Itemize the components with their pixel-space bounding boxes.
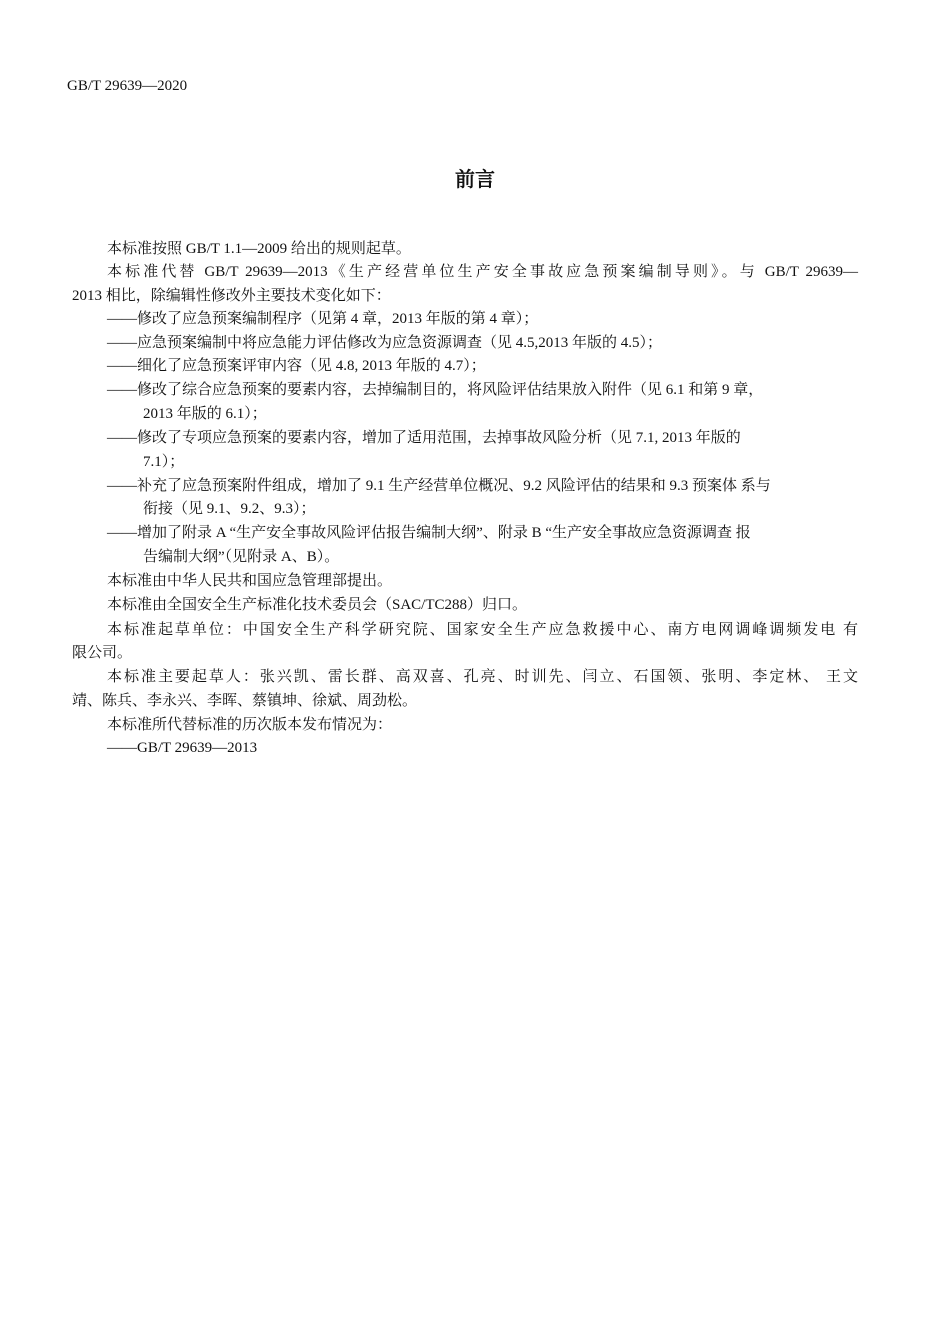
list-item-continuation: 2013 年版的 6.1）； (143, 406, 267, 422)
paragraph-line: 本标准主要起草人：张兴凯、雷长群、高双喜、孔亮、时训先、闫立、石国领、张明、李定林、 王文 (107, 669, 858, 685)
list-item-continuation: 7.1）； (143, 454, 185, 470)
paragraph-line: 本标准由中华人民共和国应急管理部提出。 (107, 573, 393, 589)
paragraph-line: 本标准起草单位：中国安全生产科学研究院、国家安全生产应急救援中心、南方电网调峰调频发电 有 (107, 622, 858, 638)
list-item-continuation: 告编制大纲”（见附录 A、B）。 (143, 549, 340, 565)
list-item: ——增加了附录 A “生产安全事故风险评估报告编制大纲”、附录 B “生产安全事故应急资源调查 报 (107, 525, 751, 541)
page-title: 前言 (455, 167, 495, 191)
paragraph-line: 本标准代替 GB/T 29639—2013《生产经营单位生产安全事故应急预案编制导则》。与 GB/T 29639— (107, 264, 858, 280)
paragraph-line: 2013 相比，除编辑性修改外主要技术变化如下： (72, 288, 391, 304)
paragraph-line: 本标准由全国安全生产标准化技术委员会（SAC/TC288）归口。 (107, 597, 528, 613)
list-item: ——应急预案编制中将应急能力评估修改为应急资源调查（见 4.5,2013 年版的 4.5）； (107, 335, 663, 351)
list-item: ——补充了应急预案附件组成，增加了 9.1 生产经营单位概况、9.2 风险评估的结果和 9.3 预案体 系与 (107, 478, 771, 494)
paragraph-line: 限公司。 (72, 645, 133, 661)
list-item-continuation: 衔接（见 9.1、9.2、9.3）； (143, 501, 316, 517)
list-item: ——修改了综合应急预案的要素内容，去掉编制目的，将风险评估结果放入附件（见 6.1 和第 9 章， (107, 382, 764, 398)
paragraph-line: 靖、陈兵、李永兴、李晖、蔡镇坤、徐斌、周劲松。 (72, 693, 418, 709)
list-item: ——细化了应急预案评审内容（见 4.8, 2013 年版的 4.7）； (107, 358, 486, 374)
list-item: ——修改了专项应急预案的要素内容，增加了适用范围，去掉事故风险分析（见 7.1, 2013 年版的 (107, 430, 741, 446)
standard-number-header: GB/T 29639—2020 (67, 78, 188, 94)
paragraph-line: 本标准所代替标准的历次版本发布情况为： (107, 717, 393, 733)
list-item: ——修改了应急预案编制程序（见第 4 章，2013 年版的第 4 章）； (107, 311, 539, 327)
list-item: ——GB/T 29639—2013 (107, 740, 258, 756)
paragraph-line: 本标准按照 GB/T 1.1—2009 给出的规则起草。 (107, 241, 411, 257)
